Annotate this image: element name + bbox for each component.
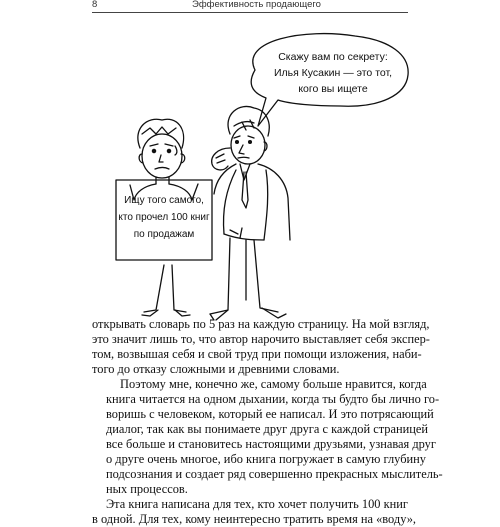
text-line: Поэтому мне, конечно же, самому больше нравится, когда — [120, 377, 427, 391]
text-line: том, возвышая себя и свой труд при помощи изложения, наби- — [92, 347, 422, 361]
text-line: Эта книга написана для тех, кто хочет получить 100 книг — [106, 497, 408, 511]
sign-line-3: по продажам — [133, 229, 195, 240]
running-header — [0, 0, 500, 14]
paragraph-3 — [92, 497, 416, 527]
sign-line-1: Ищу того самого, — [124, 195, 204, 206]
cartoon-drawing — [90, 30, 420, 320]
text-line: в одной. Для тех, кому неинтересно тратить время на «воду», — [92, 512, 416, 526]
speech-bubble-line-3: кого вы ищете — [298, 83, 368, 95]
body-text — [92, 317, 443, 527]
text-line: диалог, так как вы понимаете друг друга с каждой страницей — [106, 422, 428, 436]
running-title: Эффективность продающего — [192, 0, 321, 10]
cartoon-illustration — [90, 30, 420, 320]
sign-line-2: кто прочел 100 книг — [118, 212, 210, 223]
text-line: это значит лишь то, что автор нарочито выставляет себя экспер- — [92, 332, 430, 346]
salesman-figure — [210, 106, 290, 320]
text-line: ных процессов. — [106, 482, 188, 496]
header-rule — [92, 12, 408, 13]
speech-bubble-outline — [251, 34, 408, 126]
speech-bubble-line-2: Илья Кусакин — это тот, — [273, 67, 393, 79]
text-line: воришь с человеком, который ее написал. И это потрясающий — [106, 407, 434, 421]
text-line: все больше и становитесь настоящими друзьями, узнавая друг — [106, 437, 436, 451]
text-line: подсознания и создает ряд совершенно прекрасных мыслитель- — [106, 467, 443, 481]
paragraph-1 — [92, 317, 430, 377]
speech-bubble-line-1: Скажу вам по секрету: — [278, 51, 388, 63]
page-number: 8 — [92, 0, 98, 10]
text-line: того до отказу сложными и древними словами. — [92, 362, 340, 376]
text-line: открывать словарь по 5 раз на каждую страницу. На мой взгляд, — [92, 317, 430, 331]
text-line: книга читается на одном дыхании, когда ты будто бы лично го- — [106, 392, 440, 406]
paragraph-2 — [92, 377, 443, 497]
text-line: о друге очень многое, ибо книга погружает в самую глубину — [106, 452, 426, 466]
